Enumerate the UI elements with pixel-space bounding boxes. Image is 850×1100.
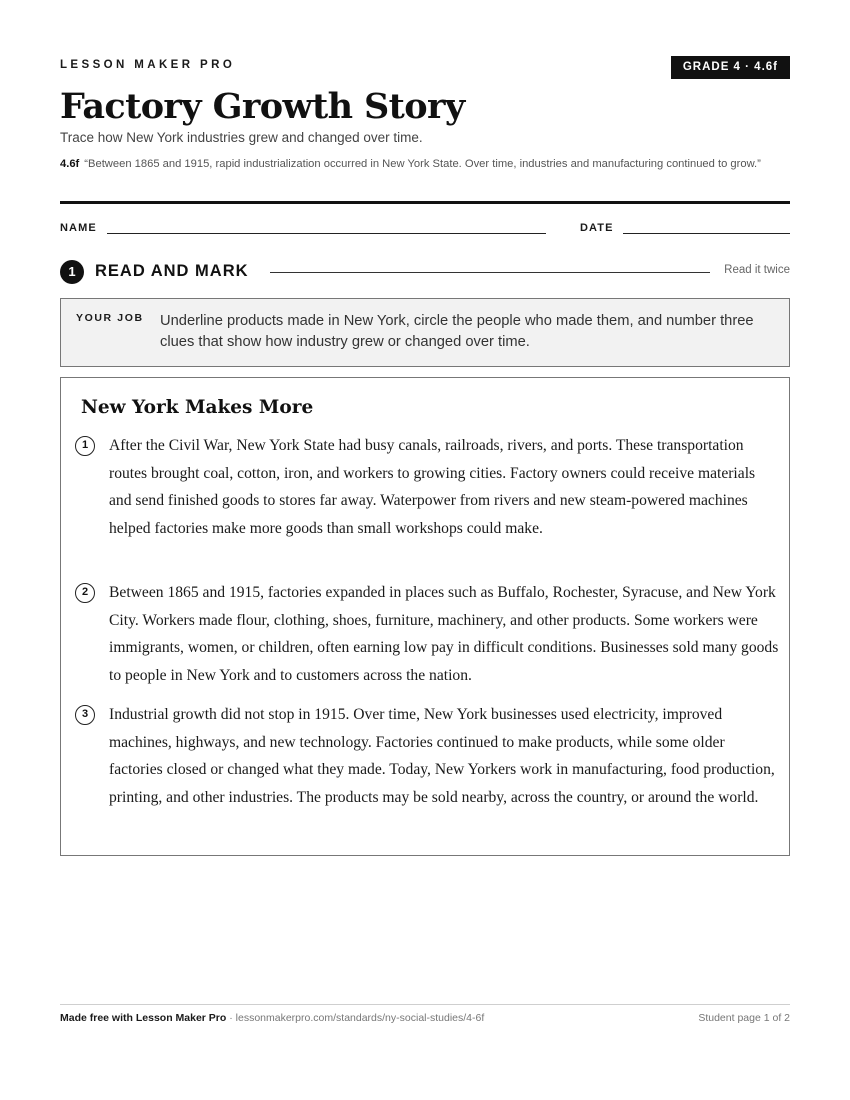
name-label: NAME xyxy=(60,222,97,234)
task-box xyxy=(60,298,790,367)
page-number: Student page 1 of 2 xyxy=(698,1012,790,1024)
grade-badge: GRADE 4 · 4.6f xyxy=(671,56,790,79)
name-field[interactable] xyxy=(107,233,546,234)
header-divider xyxy=(60,201,790,204)
standard-quote: “Between 1865 and 1915, rapid industrialization occurred in New York State. Over time, industries and manufacturing continued to grow.” xyxy=(84,158,761,170)
top-bar xyxy=(60,56,790,80)
name-date-row xyxy=(60,222,790,236)
date-field[interactable] xyxy=(623,233,790,234)
task-instructions: Underline products made in New York, circle the people who made them, and number three clues that show how industry grew or changed over time. xyxy=(160,313,754,350)
section-note: Read it twice xyxy=(724,264,790,276)
paragraph-text: Between 1865 and 1915, factories expanded in places such as Buffalo, Rochester, Syracuse, and New York City. Workers made flour, clothing, shoes, furniture, machinery, and other products. Some workers were immigrants, women, or children, often earning low pay in difficult conditions. Businesses sold many goods to people in New York and to customers across the nation. xyxy=(109,584,779,684)
page-subtitle: Trace how New York industries grew and changed over time. xyxy=(60,130,423,145)
page-title: Factory Growth Story xyxy=(60,86,465,127)
passage-title: New York Makes More xyxy=(81,397,314,418)
footer-divider xyxy=(60,1004,790,1005)
standard-code: 4.6f xyxy=(60,158,80,170)
footer-credit xyxy=(60,1012,484,1024)
section-title: READ AND MARK xyxy=(95,262,249,280)
brand-name: LESSON MAKER PRO xyxy=(60,59,236,71)
reading-passage xyxy=(60,377,790,856)
task-label: YOUR JOB xyxy=(76,312,144,324)
footer-separator: · xyxy=(226,1012,236,1024)
date-label: DATE xyxy=(580,222,614,234)
standard-statement xyxy=(60,155,790,173)
worksheet-page xyxy=(60,0,790,1100)
paragraph-number: 1 xyxy=(75,436,95,456)
section-header xyxy=(60,260,790,284)
section-divider xyxy=(270,272,710,273)
paragraph-number: 3 xyxy=(75,705,95,725)
footer-url[interactable]: lessonmakerpro.com/standards/ny-social-studies/4-6f xyxy=(235,1012,485,1024)
section-number: 1 xyxy=(60,260,84,284)
footer-made-with: Made free with Lesson Maker Pro xyxy=(60,1012,227,1024)
paragraph-text: After the Civil War, New York State had busy canals, railroads, rivers, and ports. These transportation routes brought coal, cotton, iron, and workers to growing cities. Factory owners could receive materials and send finished goods to stores far away. Waterpower from rivers and new steam-powered machines helped factories make more goods than small workshops could make. xyxy=(109,437,756,537)
paragraph-number: 2 xyxy=(75,583,95,603)
paragraph-text: Industrial growth did not stop in 1915. Over time, New York businesses used electricity, improved machines, highways, and new technology. Factories continued to make products, while some older factories closed or changed what they made. Today, New Yorkers work in manufacturing, food production, printing, and other industries. The products may be sold nearby, across the country, or around the world. xyxy=(109,706,775,806)
